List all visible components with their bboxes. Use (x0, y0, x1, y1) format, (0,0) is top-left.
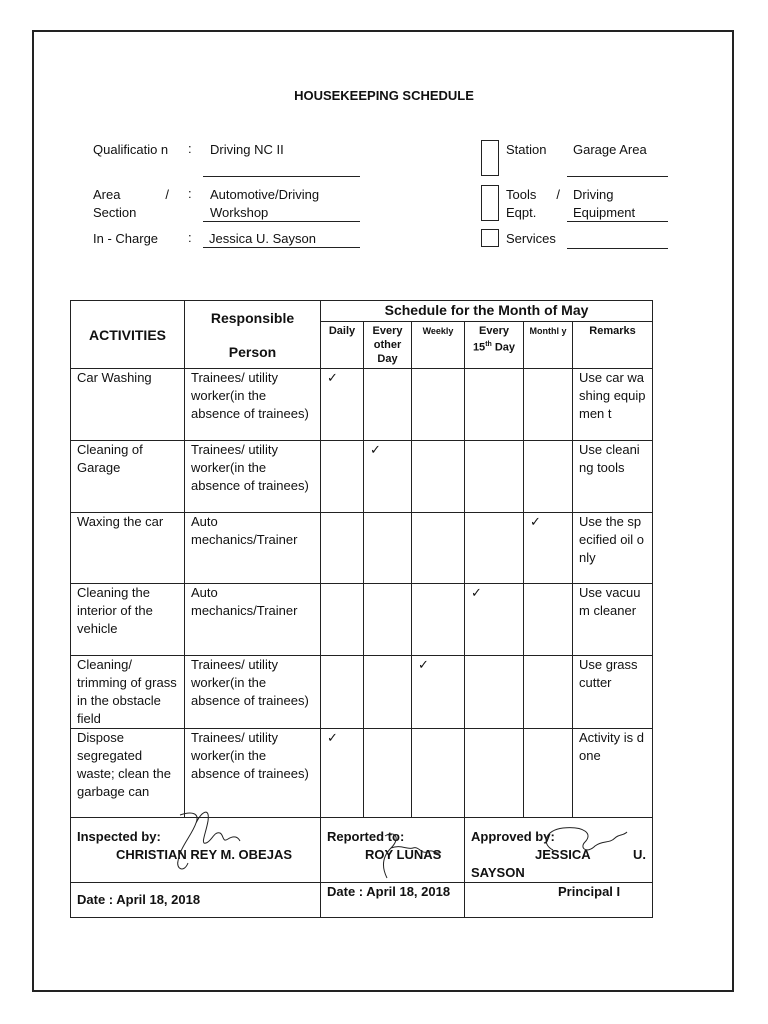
tools-value: Driving Equipment (567, 186, 668, 222)
schedule-cell-monthly (524, 584, 573, 656)
station-checkbox[interactable] (481, 140, 499, 176)
header-daily: Daily (321, 322, 364, 369)
area-section-label: Area / Section (93, 187, 169, 220)
activity-cell: Car Washing (71, 369, 185, 441)
schedule-cell-weekly (412, 656, 465, 729)
schedule-cell-monthly (524, 656, 573, 729)
schedule-cell-weekly (412, 369, 465, 441)
document-title: HOUSEKEEPING SCHEDULE (294, 88, 474, 103)
schedule-cell-monthly (524, 729, 573, 818)
colon: : (188, 141, 192, 156)
schedule-cell-monthly (524, 513, 573, 584)
schedule-cell-every-other-day (364, 441, 412, 513)
remarks-cell: Activity is done (573, 729, 653, 818)
header-weekly: Weekly (412, 322, 465, 369)
colon: : (188, 186, 192, 201)
schedule-cell-weekly (412, 441, 465, 513)
schedule-cell-every-other-day (364, 729, 412, 818)
schedule-cell-every-other-day (364, 369, 412, 441)
check-icon: ✓ (370, 442, 381, 457)
table-row (71, 656, 653, 729)
schedule-cell-weekly (412, 513, 465, 584)
reported-to-cell (321, 818, 465, 883)
tools-label: Tools / Eqpt. (506, 187, 560, 220)
schedule-cell-monthly (524, 369, 573, 441)
activity-cell: Cleaning/ trimming of grass in the obstacle field (71, 656, 185, 729)
schedule-cell-every-15th (465, 441, 524, 513)
schedule-cell-every-15th (465, 656, 524, 729)
schedule-cell-weekly (412, 584, 465, 656)
qualification-label: Qualificatio n (93, 142, 169, 157)
responsible-cell: Auto mechanics/Trainer (185, 513, 321, 584)
table-row (71, 369, 653, 441)
header-every-15th-day: Every 15th Day (465, 322, 524, 369)
principal-cell: Principal I (465, 883, 653, 918)
reported-to-name: ROY LUNAS (365, 847, 442, 862)
table-row (71, 729, 653, 818)
schedule-cell-weekly (412, 729, 465, 818)
schedule-cell-monthly (524, 441, 573, 513)
header-every-other-day: Every other Day (364, 322, 412, 369)
schedule-cell-daily (321, 656, 364, 729)
schedule-cell-daily (321, 369, 364, 441)
header-monthly: Monthl y (524, 322, 573, 369)
approved-by-cell (465, 818, 653, 883)
schedule-cell-daily (321, 729, 364, 818)
tools-checkbox[interactable] (481, 185, 499, 221)
responsible-cell: Trainees/ utility worker(in the absence of trainees) (185, 656, 321, 729)
activity-cell: Dispose segregated waste; clean the garbage can (71, 729, 185, 818)
qualification-value: Driving NC II (203, 141, 360, 177)
responsible-cell: Trainees/ utility worker(in the absence of trainees) (185, 369, 321, 441)
activity-cell: Waxing the car (71, 513, 185, 584)
remarks-cell: Use the specified oil only (573, 513, 653, 584)
remarks-cell: Use vacuum cleaner (573, 584, 653, 656)
station-value: Garage Area (567, 141, 668, 177)
schedule-table (70, 300, 653, 918)
colon: : (188, 230, 192, 245)
schedule-cell-every-15th (465, 513, 524, 584)
reported-to-label: Reported to: (327, 829, 405, 844)
approved-by-label: Approved by: (471, 829, 555, 844)
header-schedule: Schedule for the Month of May (321, 301, 653, 322)
schedule-cell-daily (321, 441, 364, 513)
remarks-cell: Use cleaning tools (573, 441, 653, 513)
check-icon: ✓ (327, 370, 338, 385)
date-cell-2: Date : April 18, 2018 (321, 883, 465, 918)
inspected-by-name: CHRISTIAN REY M. OBEJAS (116, 847, 293, 862)
inspected-by-cell (71, 818, 321, 883)
services-checkbox[interactable] (481, 229, 499, 247)
services-value (567, 230, 668, 249)
activity-cell: Cleaning the interior of the vehicle (71, 584, 185, 656)
check-icon: ✓ (530, 514, 541, 529)
in-charge-label: In - Charge (93, 231, 159, 246)
check-icon: ✓ (471, 585, 482, 600)
table-row (71, 513, 653, 584)
responsible-cell: Auto mechanics/Trainer (185, 584, 321, 656)
approved-by-name-line: JESSICA U. (535, 847, 647, 862)
schedule-cell-daily (321, 584, 364, 656)
inspected-by-label: Inspected by: (77, 829, 161, 844)
schedule-cell-every-other-day (364, 584, 412, 656)
schedule-cell-every-15th (465, 584, 524, 656)
schedule-cell-every-15th (465, 729, 524, 818)
header-remarks: Remarks (573, 322, 653, 369)
remarks-cell: Use car washing equipmen t (573, 369, 653, 441)
services-label: Services (506, 231, 556, 246)
in-charge-value: Jessica U. Sayson (203, 230, 360, 248)
check-icon: ✓ (327, 730, 338, 745)
table-row (71, 441, 653, 513)
schedule-cell-every-other-day (364, 656, 412, 729)
date-cell-1: Date : April 18, 2018 (71, 883, 321, 918)
schedule-cell-daily (321, 513, 364, 584)
area-section-value: Automotive/Driving Workshop (203, 186, 360, 222)
table-row (71, 584, 653, 656)
header-activities: ACTIVITIES (71, 301, 185, 369)
check-icon: ✓ (418, 657, 429, 672)
station-label: Station (506, 142, 547, 157)
responsible-cell: Trainees/ utility worker(in the absence of trainees) (185, 441, 321, 513)
remarks-cell: Use grass cutter (573, 656, 653, 729)
header-responsible-person: Responsible Person (185, 301, 321, 369)
schedule-cell-every-15th (465, 369, 524, 441)
activity-cell: Cleaning of Garage (71, 441, 185, 513)
responsible-cell: Trainees/ utility worker(in the absence of trainees) (185, 729, 321, 818)
approved-by-name-last: SAYSON (471, 865, 525, 880)
schedule-cell-every-other-day (364, 513, 412, 584)
